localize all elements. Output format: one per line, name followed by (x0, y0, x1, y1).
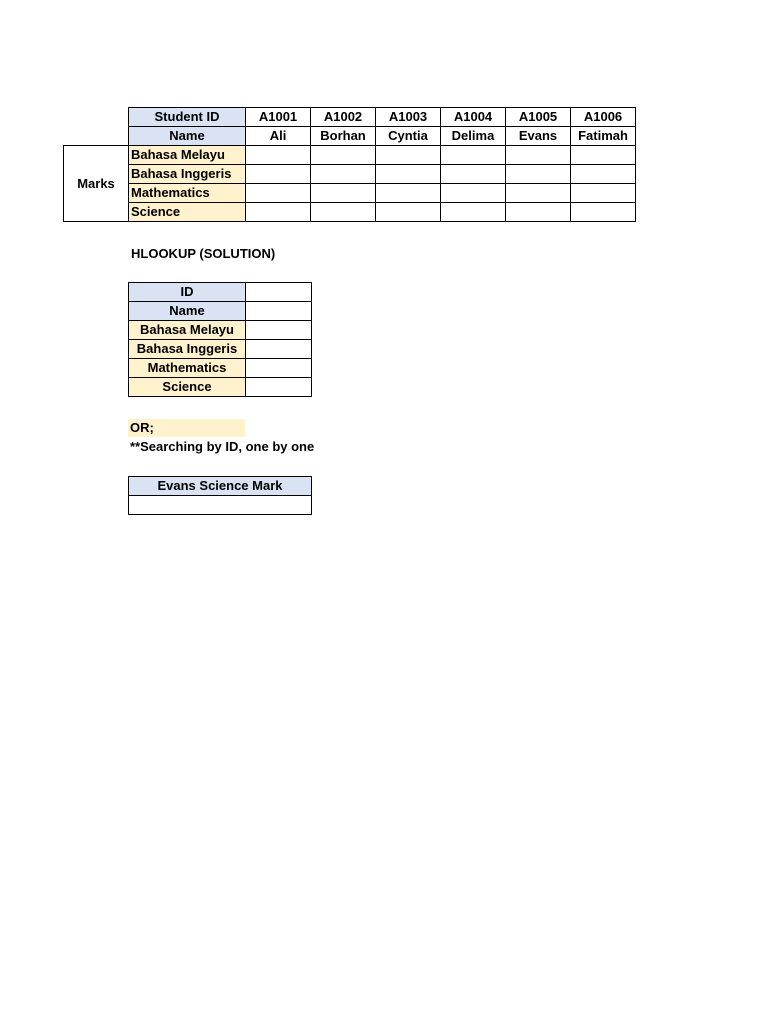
mark-cell[interactable] (376, 146, 441, 165)
mark-cell[interactable] (311, 184, 376, 203)
mark-cell[interactable] (246, 203, 311, 222)
name-header[interactable]: Name (129, 127, 246, 146)
search-note[interactable]: **Searching by ID, one by one (130, 439, 315, 454)
name-cell[interactable]: Cyntia (376, 127, 441, 146)
lookup-row (129, 359, 312, 378)
mark-cell[interactable] (441, 146, 506, 165)
mark-cell[interactable] (376, 184, 441, 203)
lookup-value-cell[interactable] (246, 359, 312, 378)
lookup-key-cell[interactable]: Bahasa Melayu (129, 321, 246, 340)
mark-cell[interactable] (506, 203, 571, 222)
mark-cell[interactable] (246, 165, 311, 184)
marks-label[interactable]: Marks (64, 146, 129, 222)
lookup-row (129, 283, 312, 302)
mark-cell[interactable] (311, 203, 376, 222)
name-cell[interactable]: Ali (246, 127, 311, 146)
evans-header-row (129, 477, 312, 496)
lookup-key-cell[interactable]: ID (129, 283, 246, 302)
mark-cell[interactable] (246, 146, 311, 165)
subject-label[interactable]: Mathematics (129, 184, 246, 203)
mark-cell[interactable] (311, 146, 376, 165)
lookup-row (129, 378, 312, 397)
evans-science-mark-header[interactable]: Evans Science Mark (129, 477, 312, 496)
blank-corner-cell (64, 127, 129, 146)
id-cell[interactable]: A1004 (441, 108, 506, 127)
lookup-key-cell[interactable]: Science (129, 378, 246, 397)
lookup-row (129, 321, 312, 340)
evans-value-row (129, 496, 312, 515)
or-label[interactable]: OR; (128, 419, 245, 437)
lookup-value-cell[interactable] (246, 340, 312, 359)
mark-cell[interactable] (506, 165, 571, 184)
lookup-key-cell[interactable]: Name (129, 302, 246, 321)
subject-label[interactable]: Bahasa Inggeris (129, 165, 246, 184)
mark-cell[interactable] (441, 165, 506, 184)
mark-cell[interactable] (246, 184, 311, 203)
evans-science-mark-table (128, 476, 312, 515)
student-id-row (64, 108, 636, 127)
hlookup-solution-table (128, 282, 312, 397)
mark-cell[interactable] (376, 203, 441, 222)
student-id-header[interactable]: Student ID (129, 108, 246, 127)
subject-label[interactable]: Science (129, 203, 246, 222)
subject-row (64, 146, 636, 165)
subject-row (64, 203, 636, 222)
lookup-row (129, 340, 312, 359)
mark-cell[interactable] (506, 146, 571, 165)
lookup-value-cell[interactable] (246, 283, 312, 302)
mark-cell[interactable] (506, 184, 571, 203)
id-cell[interactable]: A1002 (311, 108, 376, 127)
blank-corner-cell (64, 108, 129, 127)
id-cell[interactable]: A1001 (246, 108, 311, 127)
lookup-value-cell[interactable] (246, 321, 312, 340)
lookup-row (129, 302, 312, 321)
mark-cell[interactable] (441, 203, 506, 222)
mark-cell[interactable] (571, 165, 636, 184)
mark-cell[interactable] (571, 203, 636, 222)
mark-cell[interactable] (441, 184, 506, 203)
mark-cell[interactable] (571, 146, 636, 165)
name-cell[interactable]: Delima (441, 127, 506, 146)
name-row (64, 127, 636, 146)
hlookup-title[interactable]: HLOOKUP (SOLUTION) (131, 246, 276, 261)
lookup-key-cell[interactable]: Bahasa Inggeris (129, 340, 246, 359)
subject-row (64, 184, 636, 203)
name-cell[interactable]: Fatimah (571, 127, 636, 146)
id-cell[interactable]: A1006 (571, 108, 636, 127)
lookup-value-cell[interactable] (246, 378, 312, 397)
subject-label[interactable]: Bahasa Melayu (129, 146, 246, 165)
id-cell[interactable]: A1003 (376, 108, 441, 127)
student-marks-table (63, 107, 636, 222)
mark-cell[interactable] (311, 165, 376, 184)
lookup-value-cell[interactable] (246, 302, 312, 321)
mark-cell[interactable] (376, 165, 441, 184)
mark-cell[interactable] (571, 184, 636, 203)
id-cell[interactable]: A1005 (506, 108, 571, 127)
evans-science-mark-value[interactable] (129, 496, 312, 515)
subject-row (64, 165, 636, 184)
name-cell[interactable]: Borhan (311, 127, 376, 146)
lookup-key-cell[interactable]: Mathematics (129, 359, 246, 378)
name-cell[interactable]: Evans (506, 127, 571, 146)
